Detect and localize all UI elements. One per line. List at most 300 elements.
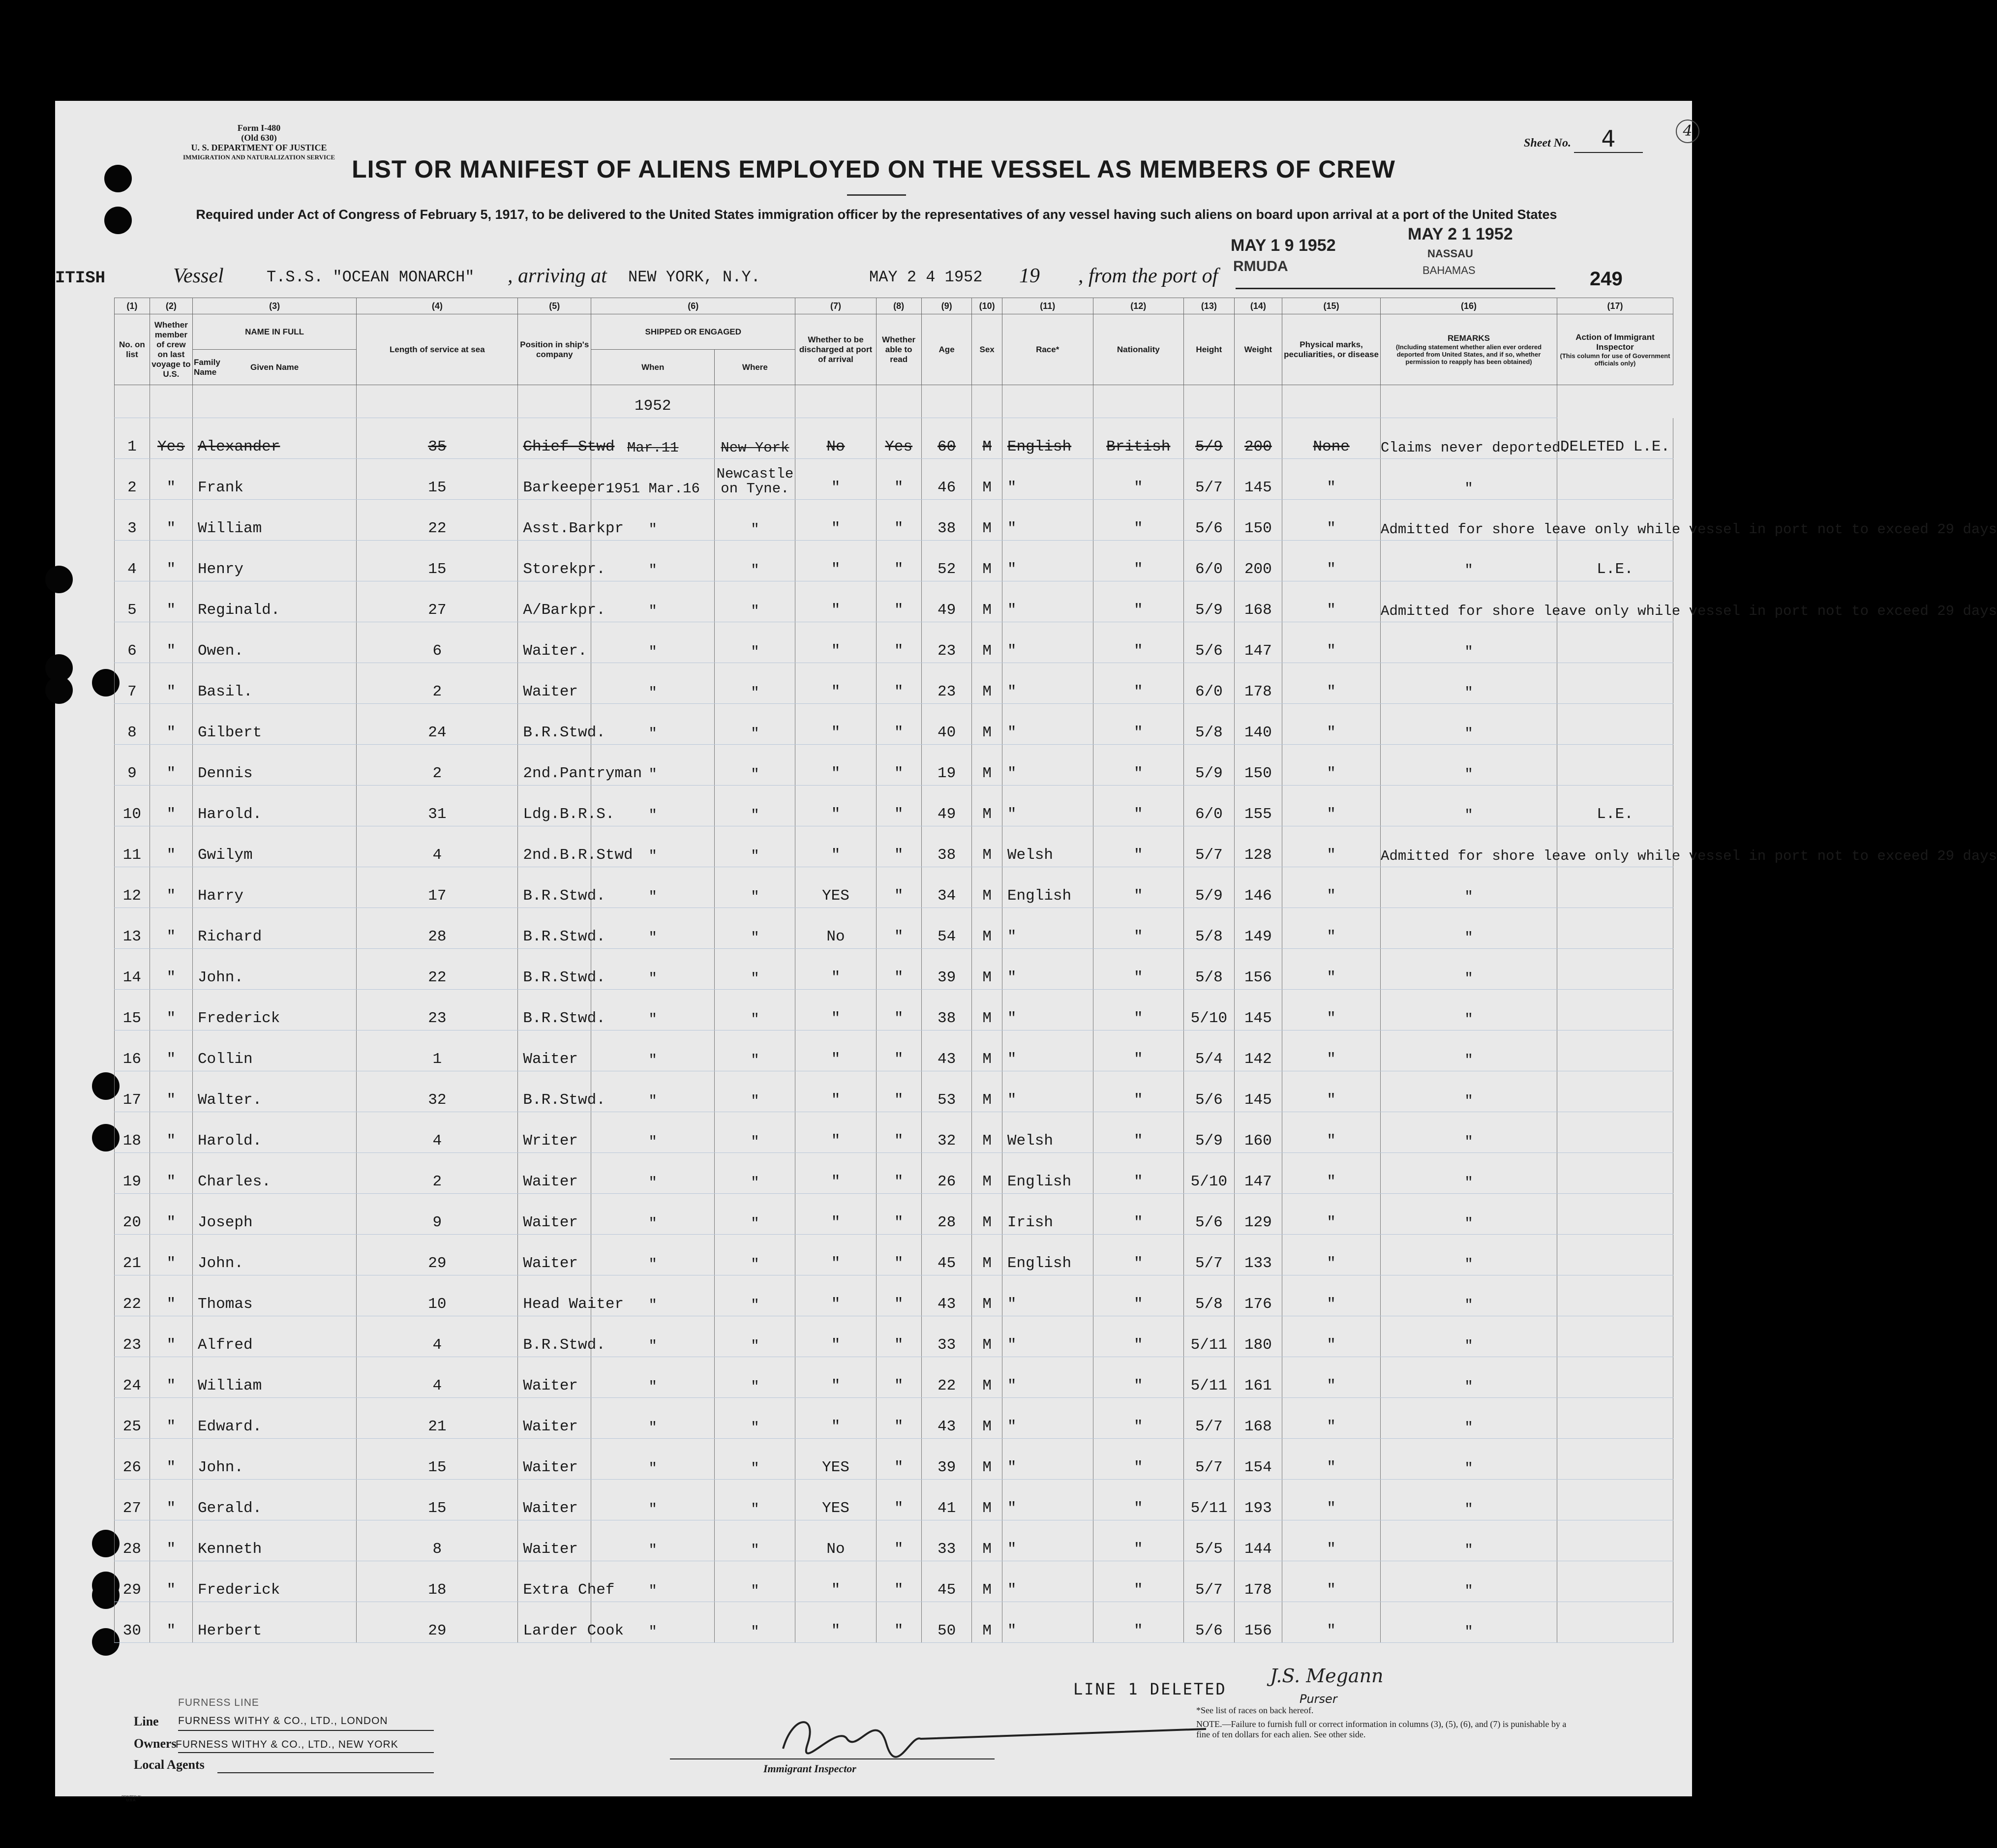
given-name-cell <box>192 1275 356 1316</box>
race: " <box>1007 1622 1017 1639</box>
given-name-cell <box>192 745 356 786</box>
age: 43 <box>937 1296 956 1313</box>
position-cell <box>518 704 605 745</box>
able-read-cell <box>876 500 921 541</box>
able-read-cell <box>876 990 921 1030</box>
weight: 161 <box>1244 1377 1272 1394</box>
able-read: " <box>894 1051 904 1068</box>
sex-cell <box>972 1112 1002 1153</box>
able-read: " <box>894 1296 904 1313</box>
remarks: " <box>1464 562 1473 578</box>
given-name: Alfred <box>197 1336 253 1354</box>
shipped-where: " <box>751 1215 759 1232</box>
able-read-cell <box>876 1194 921 1235</box>
length-service: 2 <box>432 683 442 700</box>
length-service: 22 <box>428 520 447 537</box>
physical-marks-cell <box>1282 908 1381 949</box>
member-last-voyage-cell <box>150 622 192 663</box>
able-read-cell <box>876 1398 921 1439</box>
remarks-cell <box>1381 990 1557 1030</box>
member-last-voyage-cell <box>150 990 192 1030</box>
position: B.R.Stwd. <box>523 969 605 986</box>
age-cell <box>921 541 972 581</box>
age-cell <box>921 1398 972 1439</box>
position-cell <box>518 1071 605 1112</box>
weight: 147 <box>1244 1173 1272 1190</box>
member-last-voyage: " <box>166 1010 176 1027</box>
table-row <box>115 826 1673 867</box>
shipped-when: " <box>648 1134 657 1150</box>
sex-cell <box>972 704 1002 745</box>
inspector-action-cell <box>1557 867 1673 908</box>
physical-marks-cell <box>1282 1520 1381 1561</box>
discharged: " <box>831 479 841 496</box>
able-read-cell <box>876 1316 921 1357</box>
given-name: Harold. <box>197 1132 262 1150</box>
discharged-cell <box>795 1153 876 1194</box>
physical-marks-cell <box>1282 1194 1381 1235</box>
race-cell <box>1002 908 1093 949</box>
shipped-where-cell <box>715 500 795 541</box>
length-service-cell <box>357 1520 518 1561</box>
row-number: 8 <box>127 724 137 741</box>
age: 49 <box>937 602 956 619</box>
able-read-cell <box>876 1030 921 1071</box>
height-cell <box>1184 1561 1235 1602</box>
table-row <box>115 1071 1673 1112</box>
position: Waiter <box>523 1255 578 1272</box>
weight: 178 <box>1244 1581 1272 1599</box>
able-read: " <box>894 1214 904 1231</box>
position: B.R.Stwd. <box>523 724 605 741</box>
shipped-where: " <box>751 1134 759 1150</box>
remarks-cell <box>1381 1561 1557 1602</box>
shipped-where: " <box>751 562 759 578</box>
discharged: " <box>831 1051 841 1068</box>
length-service-cell <box>357 1030 518 1071</box>
height-cell <box>1184 826 1235 867</box>
race: " <box>1007 724 1017 741</box>
line-deleted-note: LINE 1 DELETED <box>1073 1680 1227 1698</box>
discharged-cell <box>795 459 876 500</box>
able-read: " <box>894 602 904 619</box>
nationality: " <box>1133 887 1143 905</box>
row-number-cell <box>115 949 150 990</box>
discharged: " <box>831 806 841 823</box>
physical-marks-cell <box>1282 1357 1381 1398</box>
sex: M <box>982 1418 992 1435</box>
shipped-where: " <box>751 1297 759 1313</box>
remarks-cell <box>1381 1357 1557 1398</box>
race-cell <box>1002 581 1093 622</box>
length-service-cell <box>357 1071 518 1112</box>
sex-cell <box>972 990 1002 1030</box>
header-nationality: Nationality <box>1093 314 1184 385</box>
column-number: (10) <box>972 298 1002 314</box>
shipped-where-cell <box>715 1357 795 1398</box>
shipped-where-cell <box>715 1602 795 1643</box>
shipped-when-cell <box>591 1439 715 1480</box>
race-cell <box>1002 500 1093 541</box>
height: 5/9 <box>1195 887 1223 905</box>
height-cell <box>1184 541 1235 581</box>
shipped-when: " <box>648 1583 657 1599</box>
height: 5/9 <box>1195 438 1223 455</box>
shipped-when: " <box>648 1052 657 1068</box>
inspector-action-cell <box>1557 949 1673 990</box>
able-read-cell <box>876 663 921 704</box>
member-last-voyage-cell <box>150 949 192 990</box>
row-number-cell <box>115 1520 150 1561</box>
able-read-cell <box>876 1520 921 1561</box>
weight-cell <box>1234 541 1282 581</box>
position: Waiter. <box>523 642 587 660</box>
weight-cell <box>1234 581 1282 622</box>
table-row <box>115 500 1673 541</box>
shipped-when: " <box>648 603 657 619</box>
member-last-voyage: " <box>166 1377 176 1394</box>
able-read-cell <box>876 541 921 581</box>
remarks: " <box>1464 685 1473 701</box>
height-cell <box>1184 1316 1235 1357</box>
remarks: " <box>1464 1501 1473 1517</box>
able-read-cell <box>876 418 921 459</box>
given-name: Dennis <box>197 765 253 782</box>
able-read: " <box>894 642 904 660</box>
physical-marks-cell <box>1282 1316 1381 1357</box>
nationality-cell <box>1093 1561 1184 1602</box>
age-cell <box>921 418 972 459</box>
row-number: 19 <box>122 1173 141 1190</box>
vessel-line <box>55 225 1692 298</box>
inspector-action-cell <box>1557 786 1673 826</box>
age-cell <box>921 1235 972 1275</box>
weight-cell <box>1234 1071 1282 1112</box>
remarks: " <box>1464 1624 1473 1640</box>
remarks: " <box>1464 1420 1473 1436</box>
position: B.R.Stwd. <box>523 1091 605 1109</box>
member-last-voyage-cell <box>150 1235 192 1275</box>
nationality-cell <box>1093 826 1184 867</box>
given-name-cell <box>192 949 356 990</box>
row-number-cell <box>115 1561 150 1602</box>
given-name: Thomas <box>197 1296 253 1313</box>
physical-marks-cell <box>1282 1439 1381 1480</box>
member-last-voyage: " <box>166 1336 176 1354</box>
row-number: 12 <box>122 887 141 905</box>
given-name-cell <box>192 1112 356 1153</box>
shipped-when: " <box>648 766 657 783</box>
inspector-action-cell <box>1557 908 1673 949</box>
given-name: Alexander <box>197 438 280 455</box>
header-discharged: Whether to be discharged at port of arrival <box>795 314 876 385</box>
discharged: " <box>831 1296 841 1313</box>
position-cell <box>518 867 605 908</box>
length-service: 29 <box>428 1255 447 1272</box>
discharged-cell <box>795 418 876 459</box>
weight: 145 <box>1244 1010 1272 1027</box>
given-name: Frank <box>197 479 243 496</box>
sex-cell <box>972 867 1002 908</box>
given-name: Richard <box>197 928 262 945</box>
length-service: 1 <box>432 1051 442 1068</box>
race-cell <box>1002 1030 1093 1071</box>
shipped-where: " <box>751 1542 759 1558</box>
weight: 200 <box>1244 561 1272 578</box>
member-last-voyage: " <box>166 520 176 537</box>
discharged-cell <box>795 704 876 745</box>
given-name-cell <box>192 622 356 663</box>
shipped-where: " <box>751 603 759 619</box>
physical-marks: " <box>1327 1173 1336 1190</box>
physical-marks-cell <box>1282 1153 1381 1194</box>
length-service-cell <box>357 704 518 745</box>
position-cell <box>518 1030 591 1071</box>
sex-cell <box>972 1194 1002 1235</box>
height: 5/7 <box>1195 847 1223 864</box>
sex: M <box>982 1377 992 1394</box>
age-cell <box>921 908 972 949</box>
row-number: 21 <box>122 1255 141 1272</box>
position: Waiter <box>523 1173 578 1190</box>
race: " <box>1007 1500 1017 1517</box>
inspector-action-cell <box>1557 1030 1673 1071</box>
shipped-where: " <box>751 930 759 946</box>
shipped-when-cell <box>591 1071 715 1112</box>
inspector-action-cell <box>1557 745 1673 786</box>
age-cell <box>921 867 972 908</box>
given-name: John. <box>197 969 243 986</box>
height: 5/9 <box>1195 765 1223 782</box>
inspector-action: L.E. <box>1597 806 1634 823</box>
member-last-voyage-cell <box>150 581 192 622</box>
shipped-when-cell <box>591 1112 715 1153</box>
member-last-voyage: " <box>166 1296 176 1313</box>
sex-cell <box>972 459 1002 500</box>
member-last-voyage-cell <box>150 459 192 500</box>
sex: M <box>982 928 992 945</box>
remarks-cell <box>1381 1439 1557 1480</box>
able-read: " <box>894 847 904 864</box>
table-row <box>115 1357 1673 1398</box>
physical-marks-cell <box>1282 1112 1381 1153</box>
race: English <box>1007 1255 1072 1272</box>
position-cell <box>518 908 605 949</box>
race-cell <box>1002 786 1093 826</box>
inspector-action-cell <box>1557 541 1673 581</box>
physical-marks-cell <box>1282 1071 1381 1112</box>
discharged: " <box>831 1010 841 1027</box>
arriving-label: , arriving at <box>508 265 607 287</box>
weight-cell <box>1234 1316 1282 1357</box>
weight-cell <box>1234 459 1282 500</box>
shipped-when-cell <box>591 1480 715 1520</box>
position-cell <box>518 1561 615 1602</box>
shipped-where-cell <box>715 704 795 745</box>
physical-marks: " <box>1327 1296 1336 1313</box>
sex: M <box>982 1336 992 1354</box>
inspector-action-cell <box>1557 1112 1673 1153</box>
shipped-where-cell <box>715 459 795 500</box>
table-row <box>115 908 1673 949</box>
physical-marks-cell <box>1282 704 1381 745</box>
given-name: Herbert <box>197 1622 262 1639</box>
sex-cell <box>972 826 1002 867</box>
shipped-where: " <box>751 1052 759 1068</box>
header-where: Where <box>715 350 795 385</box>
length-service-cell <box>357 581 518 622</box>
table-row <box>115 1602 1673 1643</box>
weight-cell <box>1234 1030 1282 1071</box>
position-cell <box>518 1235 591 1275</box>
height-cell <box>1184 1602 1235 1643</box>
weight-cell <box>1234 704 1282 745</box>
height-cell <box>1184 1153 1235 1194</box>
given-name-cell <box>192 826 356 867</box>
row-number-cell <box>115 500 150 541</box>
row-number-cell <box>115 1316 150 1357</box>
physical-marks: " <box>1327 1541 1336 1558</box>
member-last-voyage: " <box>166 683 176 700</box>
length-service: 15 <box>428 479 447 496</box>
able-read-cell <box>876 1112 921 1153</box>
shipped-where-cell <box>715 1316 795 1357</box>
member-last-voyage-cell <box>150 745 192 786</box>
able-read: " <box>894 683 904 700</box>
length-service: 15 <box>428 1500 447 1517</box>
nationality: " <box>1133 1091 1143 1109</box>
race: English <box>1007 1173 1072 1190</box>
member-last-voyage-cell <box>150 908 192 949</box>
remarks: " <box>1464 1297 1473 1313</box>
position: Waiter <box>523 683 578 700</box>
row-number: 20 <box>122 1214 141 1231</box>
length-service: 4 <box>432 847 442 864</box>
sheet-number-value: 4 <box>1574 125 1643 153</box>
remarks-cell <box>1381 1480 1557 1520</box>
row-number-cell <box>115 663 150 704</box>
age-cell <box>921 581 972 622</box>
remarks-cell <box>1381 500 1997 541</box>
remarks-cell <box>1381 745 1557 786</box>
discharged: " <box>831 847 841 864</box>
given-name: Owen. <box>197 642 243 660</box>
sex-cell <box>972 1071 1002 1112</box>
row-number: 9 <box>127 765 137 782</box>
table-row <box>115 1398 1673 1439</box>
height-cell <box>1184 418 1235 459</box>
row-number: 13 <box>122 928 141 945</box>
discharged-cell <box>795 581 876 622</box>
length-service: 21 <box>428 1418 447 1435</box>
line-rule <box>178 1730 434 1731</box>
given-name-cell <box>192 1439 356 1480</box>
nationality: " <box>1133 1500 1143 1517</box>
discharged-cell <box>795 1602 876 1643</box>
nationality: " <box>1133 479 1143 496</box>
given-name-cell <box>192 1520 356 1561</box>
shipped-where: New York <box>721 440 789 456</box>
discharged-cell <box>795 663 876 704</box>
nationality: " <box>1133 602 1143 619</box>
header-no-on-list: No. on list <box>115 314 150 385</box>
member-last-voyage: " <box>166 1255 176 1272</box>
height: 5/8 <box>1195 928 1223 945</box>
age: 33 <box>937 1336 956 1354</box>
row-number: 27 <box>122 1500 141 1517</box>
shipped-where-cell <box>715 745 795 786</box>
length-service: 6 <box>432 642 442 660</box>
position-cell <box>518 745 642 786</box>
remarks: " <box>1464 1175 1473 1191</box>
weight: 142 <box>1244 1051 1272 1068</box>
shipped-where: " <box>751 807 759 823</box>
position-cell <box>518 663 591 704</box>
race: " <box>1007 1541 1017 1558</box>
inspector-action-cell <box>1557 1561 1673 1602</box>
row-number: 28 <box>122 1541 141 1558</box>
shipped-where-cell <box>715 663 795 704</box>
weight: 168 <box>1244 602 1272 619</box>
height-cell <box>1184 1235 1235 1275</box>
position-cell <box>518 418 615 459</box>
row-number: 6 <box>127 642 137 660</box>
age: 45 <box>937 1581 956 1599</box>
length-service-cell <box>357 1561 518 1602</box>
shipped-when: " <box>648 848 657 864</box>
remarks-cell <box>1381 1235 1557 1275</box>
race-cell <box>1002 1316 1093 1357</box>
shipped-when: " <box>648 970 657 987</box>
nationality-cell <box>1093 459 1184 500</box>
weight-cell <box>1234 1520 1282 1561</box>
length-service-cell <box>357 1275 518 1316</box>
height: 5/9 <box>1195 1132 1223 1150</box>
sheet-number-label: Sheet No. <box>1524 137 1571 150</box>
header-race: Race* <box>1002 314 1093 385</box>
remarks: Admitted for shore leave only while vessel in port not to exceed 29 days <box>1381 848 1997 864</box>
length-service-cell <box>357 1357 518 1398</box>
departure-stamp-port-2b: BAHAMAS <box>1422 264 1476 276</box>
departure-stamp-port-2: NASSAU <box>1427 247 1473 260</box>
height-cell <box>1184 1071 1235 1112</box>
header-given-name: Given Name <box>192 350 356 385</box>
sex-cell <box>972 1480 1002 1520</box>
length-service: 22 <box>428 969 447 986</box>
member-last-voyage: " <box>166 1418 176 1435</box>
column-number: (15) <box>1282 298 1381 314</box>
remarks: " <box>1464 807 1473 823</box>
inspector-action: DELETED L.E. <box>1560 438 1670 455</box>
member-last-voyage: " <box>166 602 176 619</box>
page-subtitle: Required under Act of Congress of February 5, 1917, to be delivered to the United States immigration officer by the representatives of any vessel having such aliens on board upon arrival at a port of the United States <box>196 207 1557 222</box>
height: 5/6 <box>1195 1214 1223 1231</box>
physical-marks-cell <box>1282 622 1381 663</box>
able-read: " <box>894 561 904 578</box>
list-number: 249 <box>1590 268 1623 290</box>
height: 6/0 <box>1195 561 1223 578</box>
row-number: 10 <box>122 806 141 823</box>
shipped-when-cell <box>591 1235 715 1275</box>
member-last-voyage: " <box>166 1459 176 1476</box>
discharged: " <box>831 642 841 660</box>
race: Irish <box>1007 1214 1053 1231</box>
physical-marks-cell <box>1282 1275 1381 1316</box>
member-last-voyage: " <box>166 1173 176 1190</box>
row-number-cell <box>115 1153 150 1194</box>
row-number-cell <box>115 1071 150 1112</box>
able-read: " <box>894 806 904 823</box>
